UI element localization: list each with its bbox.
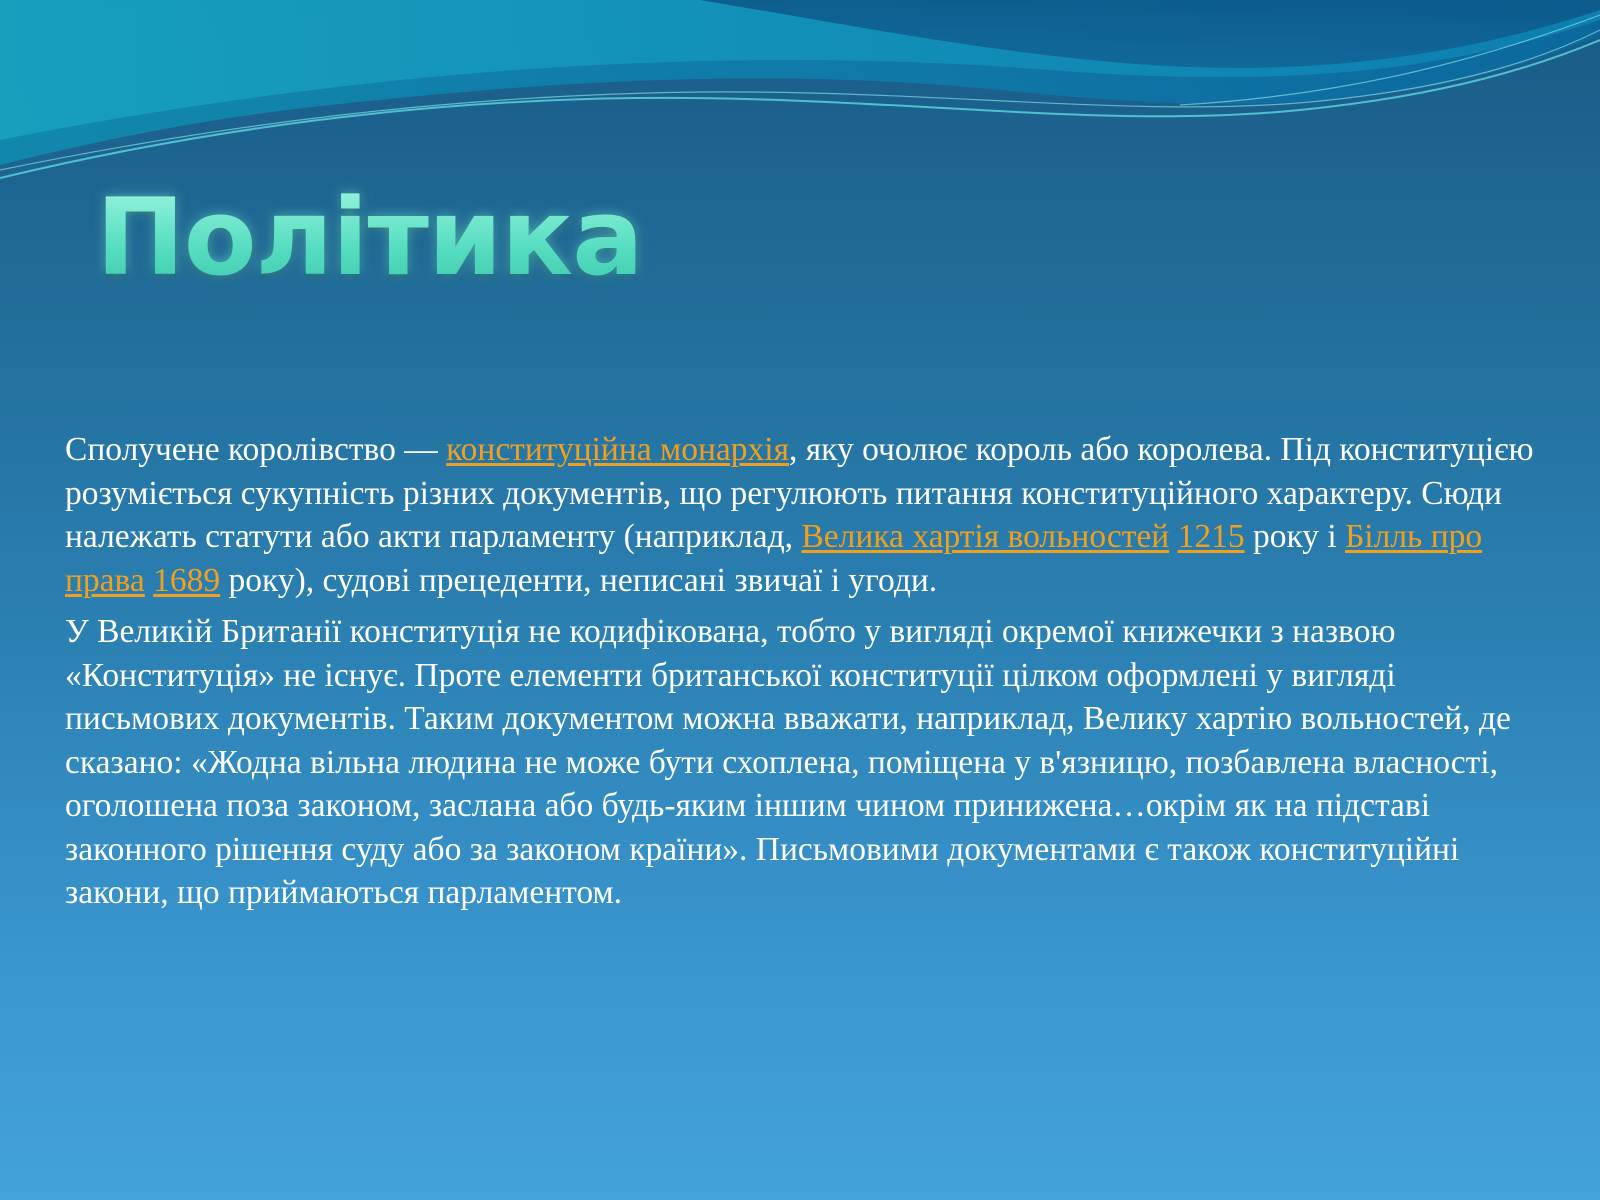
paragraph-uncodified-constitution: У Великій Британії конституція не кодифікована, тобто у вигляді окремої книжечки з назвою «Конституція» не існує. Проте елементи британської конституції цілком оформлені у вигляді письмових документів. Таким документом можна вважати, наприклад, Велику хартію вольностей, де сказано: «Жодна вільна людина не може бути схоплена, поміщена у в'язницю, позбавлена власності, оголошена поза законом, заслана або будь-яким іншим чином принижена…окрім як на підставі законного рішення суду або за законом країни». Письмовими документами є також конституційні закони, що приймаються парламентом. <box>65 613 1511 911</box>
paragraph1-text-2: , яку очолює король або королева. Під конституцією розуміється сукупність різних документів, що регулюють питання конституційного характеру. Сюди належать статути або акти парламенту (наприклад, <box>65 431 1534 555</box>
paragraph1-text-3 <box>1169 518 1177 555</box>
link-bill-of-rights[interactable]: Білль про права <box>65 518 1483 599</box>
paragraph1-text-4: року і <box>1244 518 1346 555</box>
paragraph1-text-6: року), судові прецеденти, неписані звичаї і угоди. <box>220 561 938 599</box>
slide-title: Політика <box>96 176 643 299</box>
paragraph1-text-1: Сполучене королівство — <box>65 431 447 468</box>
header-wave-decoration <box>0 0 1600 200</box>
paragraph1-text-5 <box>145 562 153 599</box>
link-constitutional-monarchy[interactable]: конституційна монархія <box>446 431 789 468</box>
paragraph-constitution-intro <box>65 428 1545 602</box>
link-year-1689[interactable]: 1689 <box>153 561 221 599</box>
slide-body <box>65 428 1545 923</box>
link-year-1215[interactable]: 1215 <box>1177 518 1245 555</box>
link-magna-carta[interactable]: Велика хартія вольностей <box>801 518 1170 555</box>
